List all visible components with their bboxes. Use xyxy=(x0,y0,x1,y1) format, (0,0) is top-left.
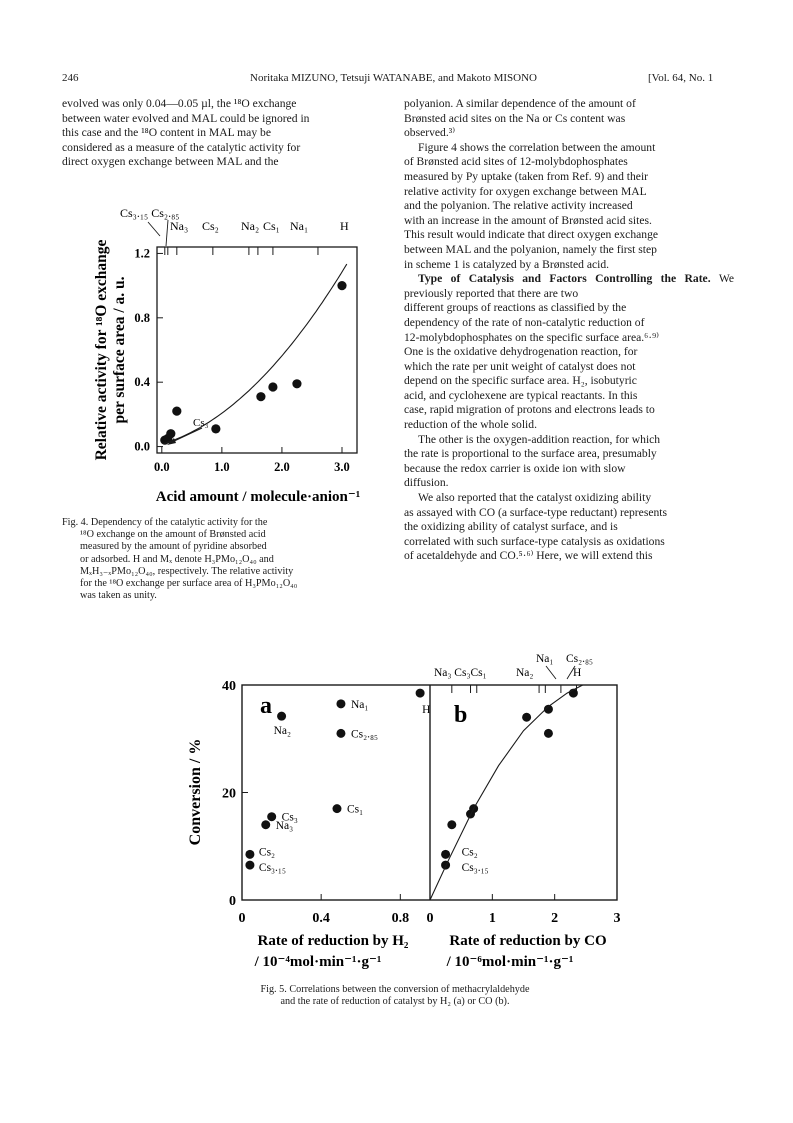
x-tick-label: 0.8 xyxy=(391,911,410,926)
text-line: the oxidizing ability of catalyst surface, and is xyxy=(404,520,618,534)
text-line: and the polyanion. The relative activity increased xyxy=(404,199,633,213)
data-point xyxy=(172,407,181,416)
data-marks-a xyxy=(245,689,430,875)
y-tick-label: 20 xyxy=(222,786,236,802)
text-line: diffusion. xyxy=(404,476,449,490)
y-axis-label: Conversion / % xyxy=(187,738,204,846)
data-point xyxy=(292,379,301,388)
text-line: relative activity for oxygen exchange between MAL xyxy=(404,184,647,198)
x-tick-label: 0.0 xyxy=(153,460,170,474)
point-label: Na₁ xyxy=(350,698,369,711)
data-point xyxy=(245,850,254,859)
point-label: Na₃ xyxy=(275,819,294,832)
point-label: Na₂ xyxy=(273,725,292,738)
running-head: Noritaka MIZUNO, Tetsuji WATANABE, and Makoto MISONO xyxy=(250,72,537,84)
top-label-na2: Na₂ xyxy=(241,219,260,233)
text-line: considered as a measure of the catalytic activity for xyxy=(62,140,301,154)
point-label: Cs₁ xyxy=(346,803,364,816)
text-line: dependency of the rate of non-catalytic reduction of xyxy=(404,315,645,329)
x-tick-label: 0 xyxy=(238,911,246,926)
text-line: Figure 4 shows the correlation between the amount xyxy=(418,140,656,154)
panel-label-b: b xyxy=(454,702,468,728)
plot-frame xyxy=(157,247,357,453)
x-tick-label: 1 xyxy=(488,911,496,926)
text-line: case, rapid migration of protons and electrons leads to xyxy=(404,403,655,417)
data-point xyxy=(211,424,220,433)
caption-line: ¹⁸O exchange on the amount of Brønsted acid xyxy=(80,529,266,541)
text-line: evolved was only 0.04—0.05 µl, the ¹⁸O exchange xyxy=(62,97,297,110)
data-point xyxy=(441,850,450,859)
y-tick-label: 0 xyxy=(229,894,236,909)
text-line: measured by Py uptake (taken from Ref. 9) and their xyxy=(404,169,649,183)
caption-line: MₓH₃₋ₓPMo₁₂O₄₀, respectively. The relative activity xyxy=(80,565,294,577)
y-tick-label: 0.0 xyxy=(134,439,150,454)
caption-line: and the rate of reduction of catalyst by H₂ (a) or CO (b). xyxy=(280,996,510,1008)
data-point xyxy=(416,689,425,698)
text-line: The other is the oxygen-addition reaction, for which xyxy=(418,432,661,446)
point-label: Cs₂ xyxy=(461,846,478,859)
x-tick-label: 0.4 xyxy=(312,911,330,926)
page-number: 246 xyxy=(62,72,79,84)
top-label-cs1: Cs₁ xyxy=(263,219,280,233)
x-axis-label-a-2: / 10⁻⁴mol·min⁻¹·g⁻¹ xyxy=(254,954,382,970)
caption-line: was taken as unity. xyxy=(80,590,157,602)
data-point xyxy=(441,861,450,870)
y-axis-label-2: per surface area / a. u. xyxy=(111,276,128,424)
text-line: observed.³⁾ xyxy=(404,126,456,140)
text-line: One is the oxidative dehydrogenation reaction, for xyxy=(404,345,638,359)
caption-line: or adsorbed. H and Mₓ denote H₃PMo₁₂O₄₀ and xyxy=(80,553,274,565)
y-axis-label-1: Relative activity for ¹⁸O exchange xyxy=(93,239,110,461)
text-line: this case and the ¹⁸O content in MAL may be xyxy=(62,126,271,140)
x-tick-label: 0 xyxy=(426,911,434,926)
point-label: Cs₃ xyxy=(281,811,298,824)
top-label-cs285: Cs₂.₈₅ xyxy=(566,653,594,665)
text-line: We also reported that the catalyst oxidizing ability xyxy=(418,491,652,505)
text-line: as assayed with CO (a surface-type reductant) represents xyxy=(404,505,668,519)
text-line: polyanion. A similar dependence of the amount of xyxy=(404,97,636,110)
data-point xyxy=(447,820,456,829)
text-line: because the redox carrier is oxide ion with slow xyxy=(404,461,626,475)
text-line: the rate is proportional to the surface area, presumably xyxy=(404,447,657,461)
text-line: which the rate per unit weight of catalyst does not xyxy=(404,359,636,373)
x-tick-label: 2.0 xyxy=(274,460,290,474)
text-line: with an increase in the amount of Brønsted acid sites. xyxy=(404,213,652,227)
data-point xyxy=(256,392,265,401)
x-axis-label-b-2: / 10⁻⁶mol·min⁻¹·g⁻¹ xyxy=(446,954,574,970)
top-label-cs2: Cs₂ xyxy=(202,219,219,233)
text-line: direct oxygen exchange between MAL and the xyxy=(62,155,279,169)
text-line: different groups of reactions as classified by the xyxy=(404,301,627,315)
text-line: correlated with such surface-type catalysis as oxidations xyxy=(404,534,665,548)
top-label-cs315-cs285: Cs₃.₁₅ Cs₂.₈₅ xyxy=(120,206,180,220)
text-line: of acetaldehyde and CO.⁵·⁶⁾ Here, we will extend this xyxy=(404,549,653,563)
figure-4-chart xyxy=(0,195,400,520)
caption-line: measured by the amount of pyridine absorbed xyxy=(80,541,267,553)
caption-line: Fig. 5. Correlations between the conversion of methacrylaldehyde xyxy=(260,984,530,995)
x-tick-label: 2 xyxy=(551,911,559,926)
data-point xyxy=(337,281,346,290)
volume-info: [Vol. 64, No. 1 xyxy=(648,72,714,84)
y-tick-label: 1.2 xyxy=(134,246,150,261)
section-heading: Type of Catalysis and Factors Controlling the Rate. xyxy=(418,272,711,286)
data-point xyxy=(522,713,531,722)
x-tick-label: 3 xyxy=(613,911,621,926)
y-tick-label: 40 xyxy=(222,679,236,694)
point-label: Cs₂.₈₅ xyxy=(350,728,379,741)
data-point xyxy=(336,699,345,708)
text-line: depend on the specific surface area. H₂, isobutyric xyxy=(404,374,637,388)
top-label-na1: Na₁ xyxy=(290,219,309,233)
leader-line xyxy=(166,220,168,246)
text-line: This result would indicate that direct oxygen exchange xyxy=(404,228,659,242)
text-line: reduction of the whole solid. xyxy=(404,418,537,432)
figure-5-caption xyxy=(170,984,620,1008)
section-heading-line xyxy=(404,272,734,301)
x-tick-label: 3.0 xyxy=(334,460,350,474)
data-marks xyxy=(160,281,346,445)
top-label-h: H xyxy=(340,219,349,233)
text-line: We previously reported that there are two xyxy=(404,272,734,300)
text-line: between water evolved and MAL could be ignored in xyxy=(62,111,310,125)
data-point xyxy=(261,820,270,829)
left-column-text xyxy=(62,97,392,170)
caption-line: for the ¹⁸O exchange per surface area of H₃PMo₁₂O₄₀ xyxy=(80,578,298,590)
text-line: acid, and cyclohexene are typical reactants. In this xyxy=(404,388,638,402)
top-label-na3: Na₃ xyxy=(170,219,189,233)
data-point xyxy=(166,429,175,438)
data-point xyxy=(277,712,286,721)
point-label-cs3: Cs₃ xyxy=(193,417,209,429)
text-line: between MAL and the polyanion, namely the first step xyxy=(404,242,657,256)
text-line: of Brønsted acid sites of 12-molybdophosphates xyxy=(404,155,628,169)
data-point xyxy=(336,729,345,738)
top-label-na1: Na₁ xyxy=(536,653,554,665)
figure-4-caption xyxy=(62,517,380,602)
text-line: in scheme 1 is catalyzed by a Brønsted acid. xyxy=(404,257,610,271)
text-line: 12-molybdophosphates on the specific surface area.⁶·⁹⁾ xyxy=(404,330,659,344)
fit-curve xyxy=(163,264,347,444)
point-label: Cs₃.₁₅ xyxy=(461,862,489,875)
point-label: Cs₂ xyxy=(258,846,276,859)
right-column-text xyxy=(404,97,734,564)
x-tick-label: 1.0 xyxy=(214,460,230,474)
point-label: H xyxy=(422,704,431,717)
y-tick-label: 0.8 xyxy=(134,310,150,325)
leader-line xyxy=(148,222,160,236)
data-point xyxy=(268,382,277,391)
fit-curve-b xyxy=(430,685,583,900)
x-axis-label: Acid amount / molecule·anion⁻¹ xyxy=(155,489,361,505)
x-axis-label-a-1: Rate of reduction by H₂ xyxy=(257,933,409,949)
y-tick-label: 0.4 xyxy=(134,375,150,390)
data-point xyxy=(544,729,553,738)
panel-label-a: a xyxy=(260,693,272,719)
data-point xyxy=(332,804,341,813)
data-point xyxy=(245,861,254,870)
top-label-na3-cs3-cs1: Na₃ Cs₃Cs₁ xyxy=(434,667,487,679)
top-label-na2: Na₂ xyxy=(516,667,534,679)
x-axis-label-b-1: Rate of reduction by CO xyxy=(449,933,607,949)
leader-line xyxy=(546,666,556,679)
top-label-h: H xyxy=(573,667,582,679)
text-line: Brønsted acid sites on the Na or Cs content was xyxy=(404,111,626,125)
figure-5-chart xyxy=(0,640,793,985)
caption-line: Fig. 4. Dependency of the catalytic activity for the xyxy=(62,517,268,528)
point-label: Cs₃.₁₅ xyxy=(258,862,286,875)
